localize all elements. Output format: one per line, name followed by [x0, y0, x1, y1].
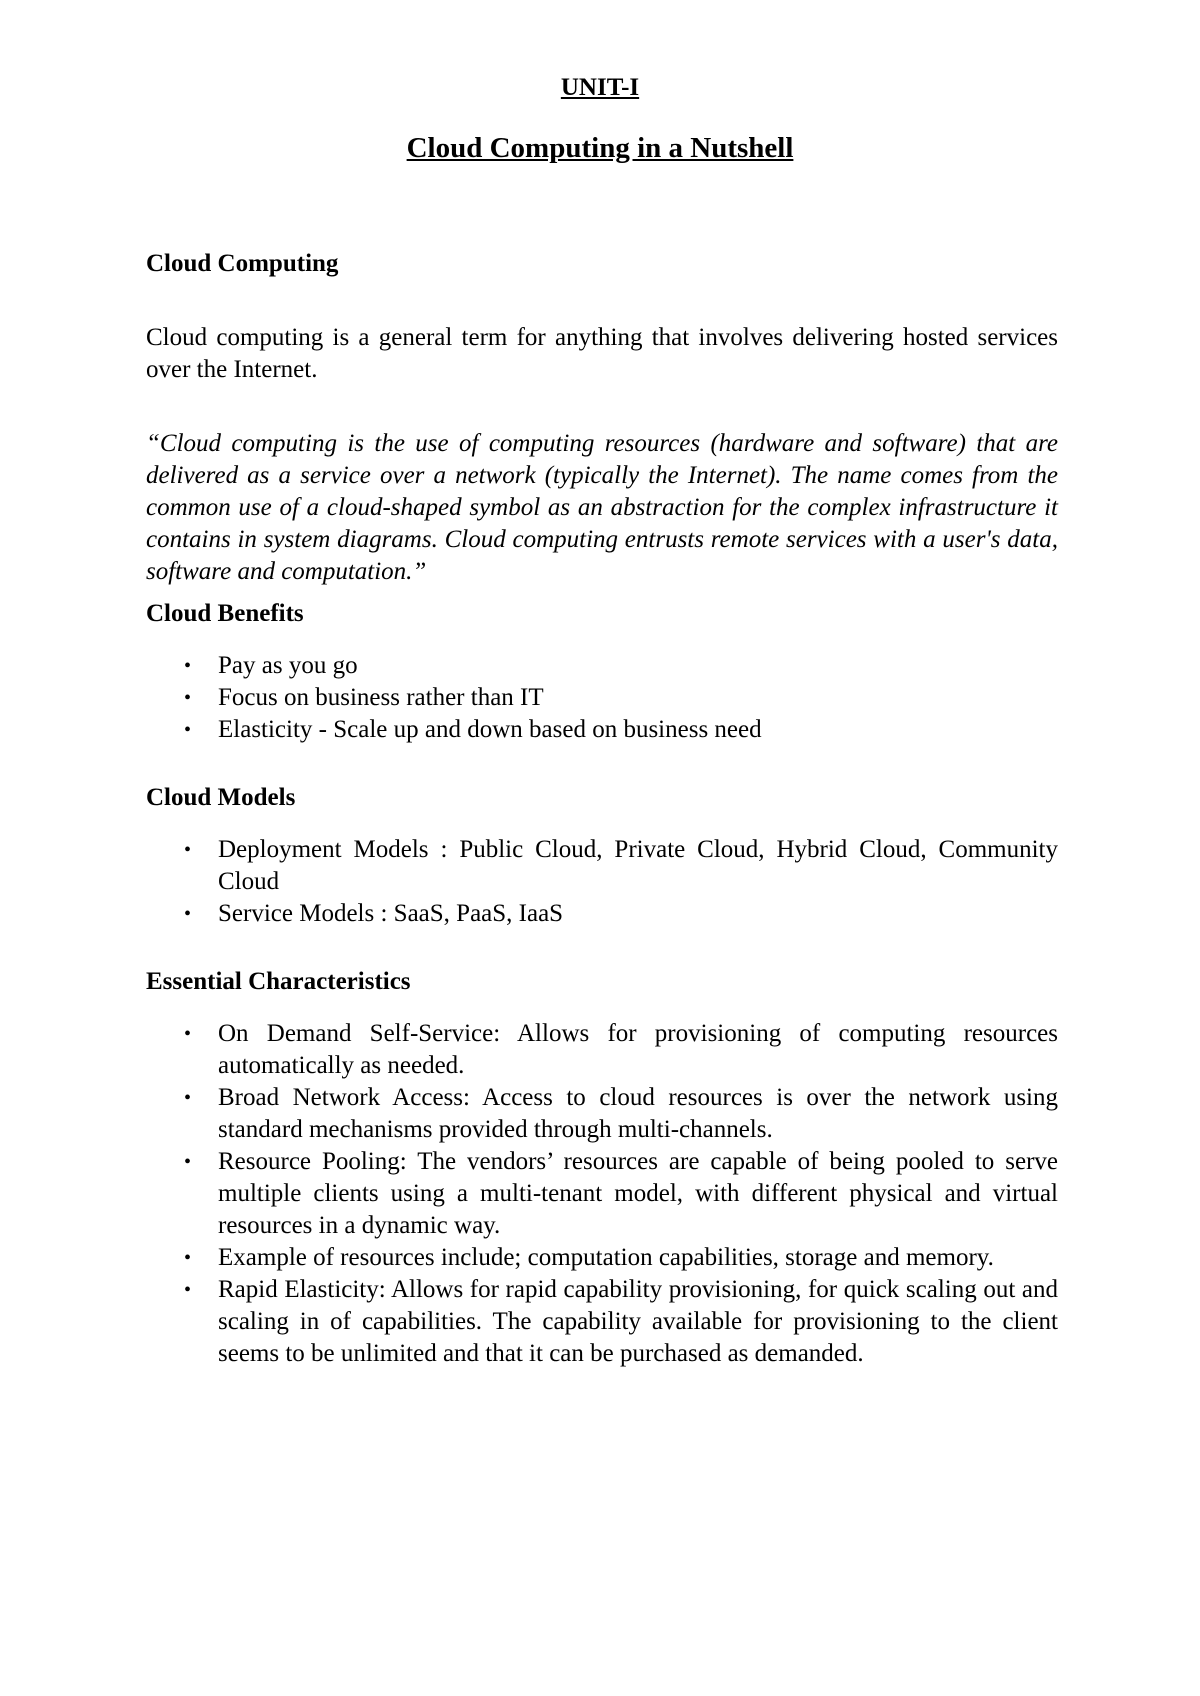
section-cloud-models: [146, 782, 1058, 930]
models-list: [146, 834, 1058, 930]
list-item: • Pay as you go: [146, 650, 1058, 682]
section-cloud-benefits: [146, 598, 1058, 746]
unit-title: UNIT-I: [560, 74, 640, 101]
section-essential-characteristics: [146, 966, 1058, 1370]
bullet-icon: •: [184, 1087, 192, 1109]
characteristics-list: [146, 1018, 1058, 1370]
list-item: • Example of resources include; computation capabilities, storage and memory.: [146, 1242, 1058, 1274]
section-heading: Cloud Computing: [146, 250, 339, 277]
definition-quote: “Cloud computing is the use of computing resources (hardware and software) that are delivered as a service over a network (typically the Internet). The name comes from the common use of a cloud-shaped symbol as an abstraction for the complex infrastructure it contains in system diagrams. Cloud computing entrusts remote services with a user's data, software and computation.”: [146, 430, 1058, 585]
list-item: • Rapid Elasticity: Allows for rapid capability provisioning, for quick scaling out and scaling in of capabilities. The capability available for provisioning to the client seems to be unlimited and that it can be purchased as demanded.: [184, 1276, 1058, 1367]
bullet-icon: •: [184, 903, 192, 925]
page-title: Cloud Computing in a Nutshell: [406, 132, 794, 164]
bullet-icon: •: [184, 1247, 192, 1269]
document-body: [146, 248, 1058, 1370]
bullet-icon: •: [184, 1023, 192, 1045]
section-heading: Cloud Benefits: [146, 600, 304, 627]
list-item: • Service Models : SaaS, PaaS, IaaS: [146, 898, 1058, 930]
list-item: • Deployment Models : Public Cloud, Private Cloud, Hybrid Cloud, Community Cloud: [184, 836, 1058, 895]
list-item: • Focus on business rather than IT: [146, 682, 1058, 714]
section-cloud-computing: [146, 248, 1058, 588]
benefits-list: [146, 650, 1058, 746]
section-heading: Essential Characteristics: [146, 968, 411, 995]
list-item: • On Demand Self-Service: Allows for provisioning of computing resources automatically as needed.: [184, 1020, 1058, 1079]
section-heading: Cloud Models: [146, 784, 296, 811]
bullet-icon: •: [184, 1279, 192, 1301]
bullet-icon: •: [184, 1151, 192, 1173]
bullet-icon: •: [184, 687, 192, 709]
list-item: • Resource Pooling: The vendors’ resources are capable of being pooled to serve multiple clients using a multi-tenant model, with different physical and virtual resources in a dynamic way.: [184, 1148, 1058, 1239]
bullet-icon: •: [184, 839, 192, 861]
bullet-icon: •: [184, 719, 192, 741]
definition-paragraph: Cloud computing is a general term for anything that involves delivering hosted services over the Internet.: [146, 324, 1058, 383]
list-item: • Broad Network Access: Access to cloud resources is over the network using standard mechanisms provided through multi-channels.: [184, 1084, 1058, 1143]
list-item: • Elasticity - Scale up and down based on business need: [146, 714, 1058, 746]
bullet-icon: •: [184, 655, 192, 677]
